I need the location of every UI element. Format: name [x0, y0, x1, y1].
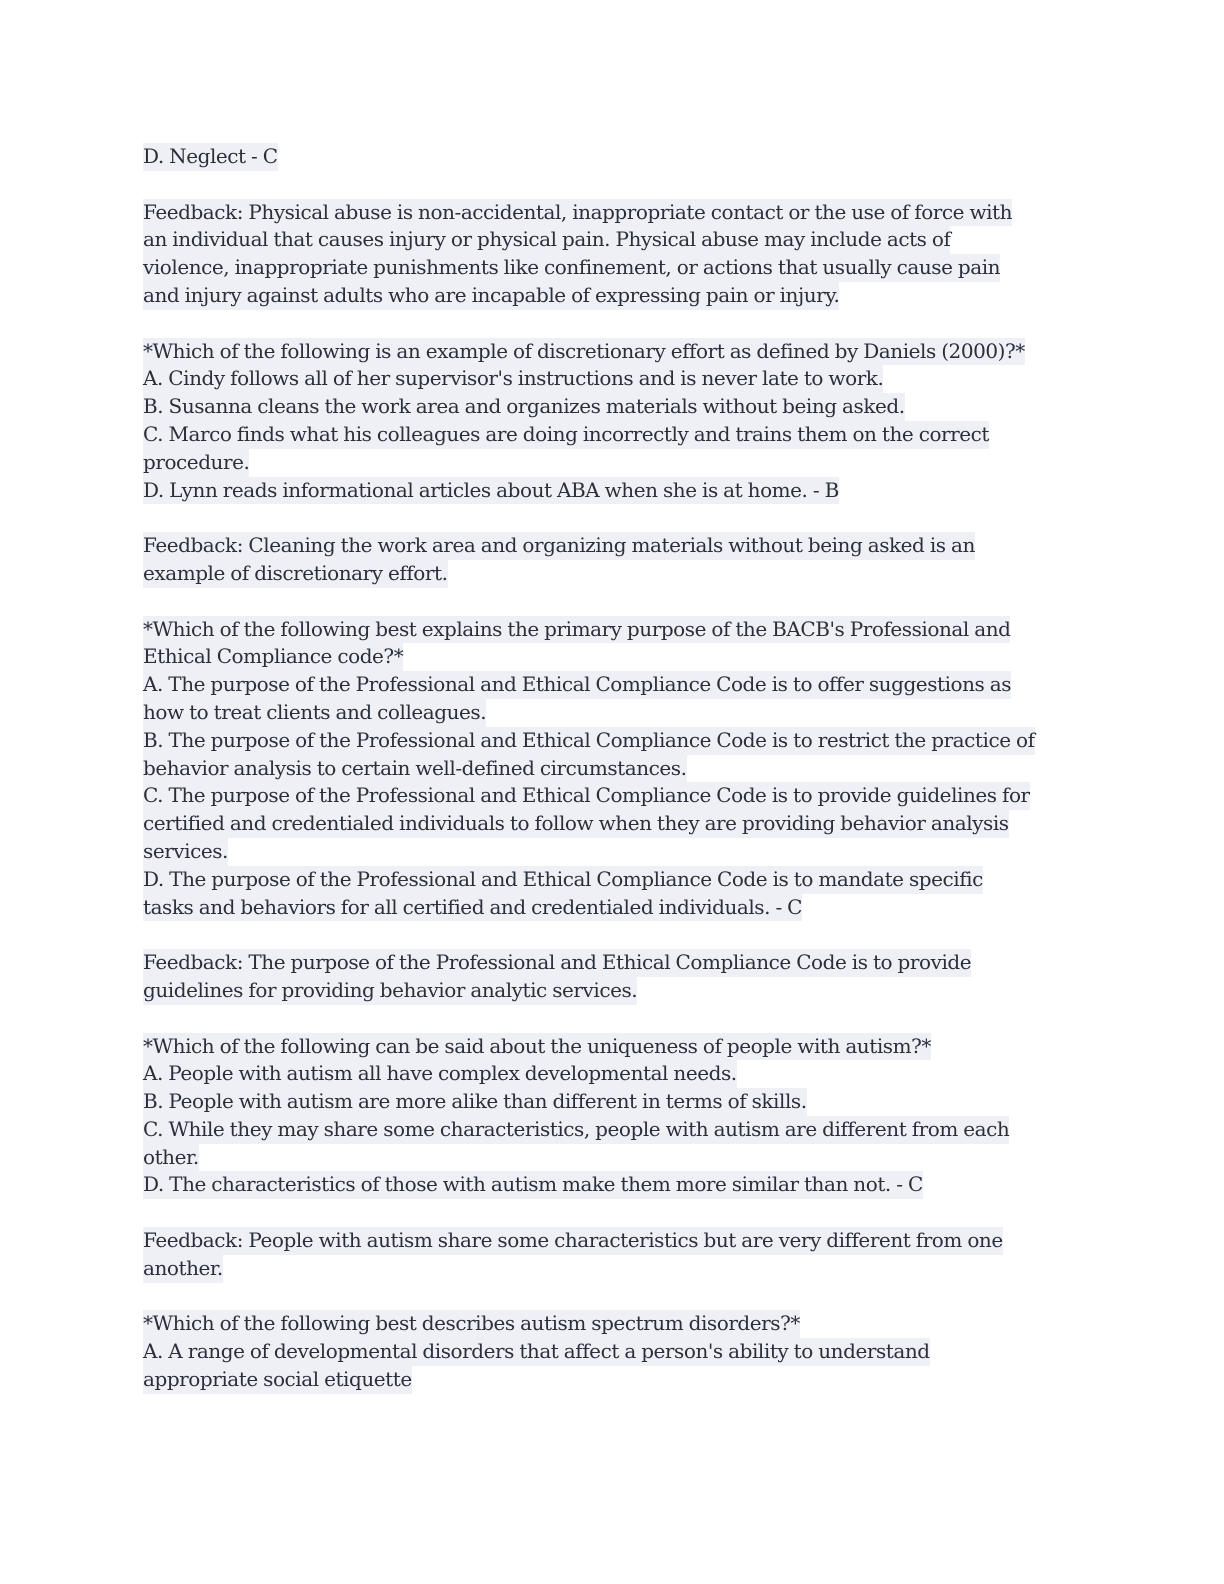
- document-body: [143, 143, 1083, 1422]
- option-line: A. People with autism all have complex developmental needs.: [143, 1060, 737, 1088]
- text-line: guidelines for providing behavior analytic services.: [143, 977, 637, 1005]
- option-line: certified and credentialed individuals to follow when they are providing behavior analysis: [143, 810, 1009, 838]
- question-text: Ethical Compliance code?*: [143, 643, 403, 671]
- text-line: example of discretionary effort.: [143, 560, 448, 588]
- text-line: D. Neglect - C: [143, 143, 278, 171]
- option-line: B. Susanna cleans the work area and organizes materials without being asked.: [143, 393, 905, 421]
- option-line: other.: [143, 1144, 199, 1172]
- option-line: tasks and behaviors for all certified and credentialed individuals. - C: [143, 894, 802, 922]
- feedback-block: [143, 949, 1083, 1005]
- question-block: [143, 1310, 1083, 1393]
- text-line: violence, inappropriate punishments like confinement, or actions that usually cause pain: [143, 254, 1000, 282]
- question-block: [143, 1033, 1083, 1200]
- option-line: B. The purpose of the Professional and Ethical Compliance Code is to restrict the practice of: [143, 727, 1035, 755]
- feedback-block: [143, 199, 1083, 310]
- feedback-block: [143, 1227, 1083, 1283]
- option-line: D. Lynn reads informational articles about ABA when she is at home. - B: [143, 477, 839, 505]
- question-block: [143, 616, 1083, 922]
- option-line: A. A range of developmental disorders that affect a person's ability to understand: [143, 1338, 930, 1366]
- question-text: *Which of the following can be said about the uniqueness of people with autism?*: [143, 1033, 931, 1061]
- text-line: another.: [143, 1255, 223, 1283]
- question-block: [143, 338, 1083, 505]
- answer-block: [143, 143, 1083, 171]
- question-text: *Which of the following best describes autism spectrum disorders?*: [143, 1310, 800, 1338]
- option-line: C. Marco finds what his colleagues are doing incorrectly and trains them on the correct: [143, 421, 989, 449]
- option-line: C. While they may share some characteristics, people with autism are different from each: [143, 1116, 1009, 1144]
- text-line: an individual that causes injury or physical pain. Physical abuse may include acts of: [143, 226, 950, 254]
- option-line: B. People with autism are more alike than different in terms of skills.: [143, 1088, 807, 1116]
- option-line: A. Cindy follows all of her supervisor's instructions and is never late to work.: [143, 365, 883, 393]
- option-line: D. The purpose of the Professional and Ethical Compliance Code is to mandate specific: [143, 866, 983, 894]
- question-text: *Which of the following is an example of discretionary effort as defined by Daniels (2000)?*: [143, 338, 1025, 366]
- feedback-block: [143, 532, 1083, 588]
- text-line: Feedback: Cleaning the work area and organizing materials without being asked is an: [143, 532, 975, 560]
- text-line: Feedback: People with autism share some characteristics but are very different from one: [143, 1227, 1003, 1255]
- option-line: D. The characteristics of those with autism make them more similar than not. - C: [143, 1171, 923, 1199]
- option-line: appropriate social etiquette: [143, 1366, 412, 1394]
- option-line: A. The purpose of the Professional and Ethical Compliance Code is to offer suggestions as: [143, 671, 1011, 699]
- option-line: procedure.: [143, 449, 249, 477]
- option-line: services.: [143, 838, 228, 866]
- question-text: *Which of the following best explains the primary purpose of the BACB's Professional and: [143, 616, 1010, 644]
- text-line: Feedback: The purpose of the Professional and Ethical Compliance Code is to provide: [143, 949, 971, 977]
- option-line: C. The purpose of the Professional and Ethical Compliance Code is to provide guidelines for: [143, 782, 1030, 810]
- text-line: and injury against adults who are incapable of expressing pain or injury.: [143, 282, 839, 310]
- option-line: behavior analysis to certain well-defined circumstances.: [143, 755, 687, 783]
- text-line: Feedback: Physical abuse is non-accidental, inappropriate contact or the use of force with: [143, 199, 1012, 227]
- option-line: how to treat clients and colleagues.: [143, 699, 486, 727]
